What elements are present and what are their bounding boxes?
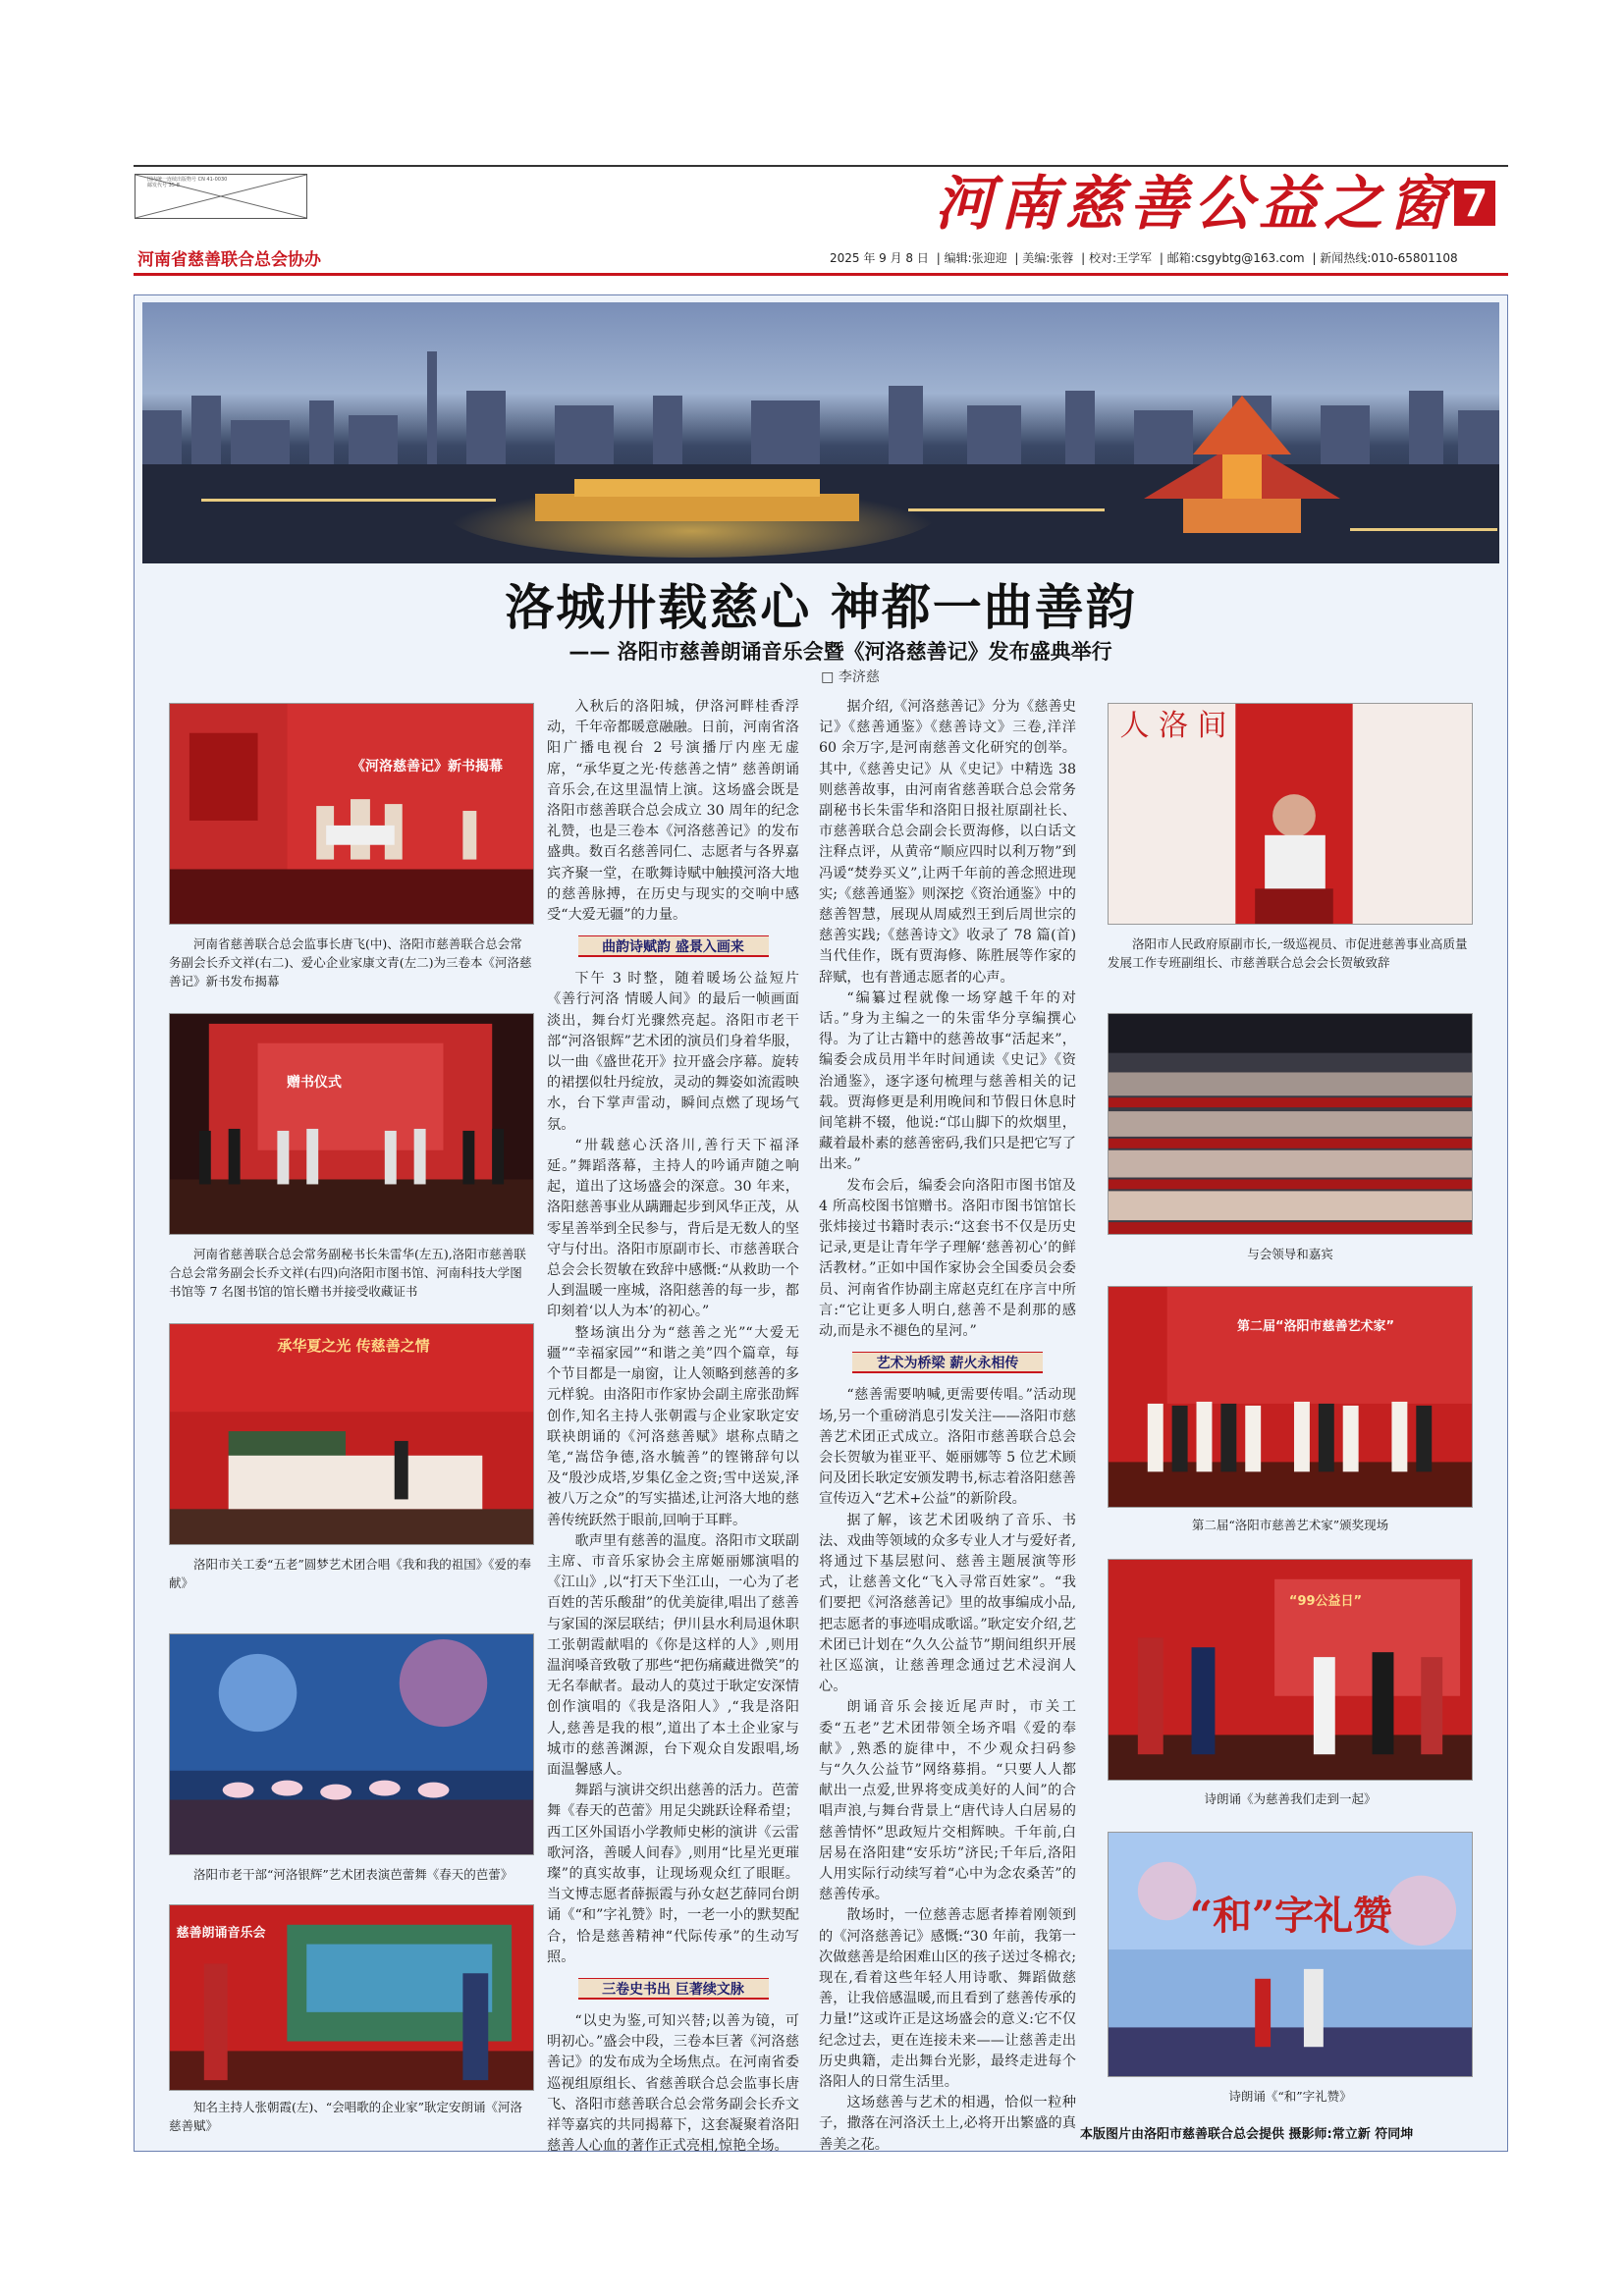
article-column-2: [819, 697, 1076, 2156]
column-2-body: [819, 1385, 1076, 2156]
article-paragraph: 舞蹈与演讲交织出慈善的活力。芭蕾舞《春天的芭蕾》用足尖跳跃诠释希望；西工区外国语小学教师史彬的演讲《云雷歌河洛，善暖人间春》,则用“比星光更璀璨”的真实故事，让现场观众红了眼眶。当文博志愿者薛振霞与孙女赵艺薛同台朗诵《“和”字礼赞》时，一老一小的默契配合，恰是慈善精神“代际传承”的生动写照。: [547, 1783, 799, 1965]
article-paragraph: 据了解，该艺术团吸纳了音乐、书法、戏曲等领域的众多专业人才与爱好者,将通过下基层慰问、慈善主题展演等形式，让慈善文化“飞入寻常百姓家”。“我们要把《河洛慈善记》里的故事编成小品,把志愿者的事迹唱成歌谣。”耿定安介绍,艺术团已计划在“久久公益节”期间组织开展社区巡演，让慈善理念通过艺术浸润人心。: [819, 1512, 1076, 1695]
barcode-text: 国内统一连续出版物号 CN 41-0030 邮发代号 35-8: [147, 177, 228, 188]
issue-info-line: 2025 年 9 月 8 日 | 编辑:张迎迎 | 美编:张蓉 | 校对:王学军 | 邮箱:csgybtg@163.com | 新闻热线:010-65801108: [830, 251, 1458, 265]
photo-caption: 第二届“洛阳市慈善艺术家”颁奖现场: [1191, 1518, 1389, 1532]
article-paragraph: 入秋后的洛阳城，伊洛河畔桂香浮动，千年帝都暖意融融。日前，河南省洛阳广播电视台 2 号演播厅内座无虚席，“承华夏之光·传慈善之情” 慈善朗诵音乐会,在这里温情上演。这场盛会既是洛阳市慈善联合总会成立 30 周年的纪念礼赞，也是三卷本《河洛慈善记》的发布盛典。数百名慈善同仁、志愿者与各界嘉宾齐聚一堂，在歌舞诗赋中触摸河洛大地的慈善脉搏，在历史与现实的交响中感受“大爱无疆”的力量。: [547, 699, 799, 924]
photo-caption: 知名主持人张朝霞(左)、“会唱歌的企业家”耿定安朗诵《河洛慈善赋》: [169, 2100, 523, 2133]
photo-banner-text: 《河洛慈善记》新书揭幕: [352, 759, 503, 774]
photo-ballet: [169, 1633, 534, 1855]
header-top-rule: [134, 165, 1508, 167]
article-byline: □ 李济慈: [821, 669, 880, 685]
photo-banner-text: 赠书仪式: [287, 1075, 342, 1091]
article-column-1: [547, 697, 799, 2157]
column-1-intro: [547, 697, 799, 926]
article-paragraph: “编纂过程就像一场穿越千年的对话。”身为主编之一的朱雷华分享编撰心得。为了让古籍中的慈善故事“活起来”，编委会成员用半年时间通读《史记》《资治通鉴》，逐字逐句梳理与慈善相关的记载。贾海修更是利用晚间和节假日休息时间笔耕不辍，他说:“邙山脚下的炊烟里，藏着最朴素的慈善密码,我们只是把它写了出来。”: [819, 989, 1076, 1173]
photo-banner-text: 第二届“洛阳市慈善艺术家”: [1236, 1319, 1395, 1334]
column-1-body: [547, 969, 799, 1968]
article-paragraph: 朗诵音乐会接近尾声时，市关工委“五老”艺术团带领全场齐唱《爱的奉献》,熟悉的旋律中，不少观众扫码参与“久久公益节”网络募捐。“只要人人都献出一点爱,世界将变成美好的人间”的合唱声浪,与舞台背景上“唐代诗人白居易的慈善情怀”思政短片交相辉映。千年前,白居易在洛阳建“安乐坊”济民;千年后,洛阳人用实际行动续写着“心中为念农桑苦”的慈善传承。: [819, 1699, 1076, 1903]
photo-he-character-tribute: [1108, 1832, 1473, 2077]
organizer-line: 河南省慈善联合总会协办: [137, 250, 321, 270]
photo-audience: [1108, 1013, 1473, 1235]
photo-banner-text: 慈善朗诵音乐会: [176, 1926, 266, 1941]
section-heading-2: 三卷史书出 巨著续文脉: [578, 1978, 769, 2000]
photo-caption: 洛阳市人民政府原副市长,一级巡视员、市促进慈善事业高质量发展工作专班副组长、市慈善联合总会会长贺敏致辞: [1108, 936, 1468, 970]
article-headline: 洛城卅载慈心 神都一曲善韵: [505, 579, 1137, 636]
article-paragraph: 发布会后，编委会向洛阳市图书馆及 4 所高校图书馆赠书。洛阳市图书馆馆长张炜接过书籍时表示:“这套书不仅是历史记录,更是让青年学子理解‘慈善初心’的鲜活教材。”正如中国作家协会全国委员会委员、河南省作协副主席赵克红在序言中所言:“它让更多人明白,慈善不是刹那的感动,而是永不褪色的星河。”: [819, 1177, 1076, 1340]
article-paragraph: “慈善需要呐喊,更需要传唱。”活动现场,另一个重磅消息引发关注——洛阳市慈善艺术团正式成立。洛阳市慈善联合总会会长贺敏为崔亚平、姬丽娜等 5 位艺术顾问及团长耿定安颁发聘书,标志着洛阳慈善宣传迈入“艺术+公益”的新阶段。: [819, 1387, 1076, 1508]
photo-book-donation: [169, 1013, 534, 1235]
photo-banner-text: 承华夏之光 传慈善之情: [277, 1337, 430, 1355]
photo-caption: 与会领导和嘉宾: [1247, 1247, 1333, 1261]
hero-city-night-photo: [142, 302, 1499, 563]
photo-caption: 诗朗诵《“和”字礼赞》: [1228, 2089, 1352, 2104]
article-paragraph: 散场时，一位慈善志愿者捧着刚领到的《河洛慈善记》感慨:“30 年前，我第一次做慈善是给困难山区的孩子送过冬棉衣;现在,看着这些年轻人用诗歌、舞蹈做慈善，让我倍感温暖,而且看到了慈善传承的力量!”这或许正是这场盛会的意义:它不仅纪念过去，更在连接未来——让慈善走出历史典籍，走出舞台光影，最终走进每个洛阳人的日常生活里。: [819, 1907, 1076, 2090]
photo-caption: 河南省慈善联合总会监事长唐飞(中)、洛阳市慈善联合总会常务副会长乔文祥(右二)、爱心企业家康文青(左二)为三卷本《河洛慈善记》新书发布揭幕: [169, 936, 532, 988]
article-paragraph: 这场慈善与艺术的相遇，恰似一粒种子，撒落在河洛沃土上,必将开出繁盛的真善美之花。: [819, 2095, 1076, 2153]
photo-caption: 洛阳市关工委“五老”圆梦艺术团合唱《我和我的祖国》《爱的奉献》: [169, 1557, 532, 1590]
photo-caption: 洛阳市老干部“河洛银辉”艺术团表演芭蕾舞《春天的芭蕾》: [193, 1867, 514, 1882]
photo-choir: [169, 1323, 534, 1545]
article-paragraph: 整场演出分为“慈善之光”“大爱无疆”“幸福家园”“和谐之美”四个篇章，每个节目都是一扇窗，让人领略到慈善的多元样貌。由洛阳市作家协会副主席张劭辉创作,知名主持人张朝霞与企业家耿定安联袂朗诵的《河洛慈善赋》堪称点睛之笔,“嵩岱争德,洛水毓善”的铿锵辞句以及“殷沙成塔,岁集亿金之资;雪中送炭,泽被八万之众”的写实描述,让河洛大地的慈善传统跃然于眼前,回响于耳畔。: [547, 1324, 799, 1528]
masthead-title: 河南慈善公益之窗: [935, 170, 1453, 239]
article-subheadline: —— 洛阳市慈善朗诵音乐会暨《河洛慈善记》发布盛典举行: [568, 640, 1112, 664]
page-number-badge: 7: [1454, 181, 1495, 226]
section-heading-1: 曲韵诗赋韵 盛景入画来: [578, 935, 769, 957]
photo-book-unveiling: [169, 703, 534, 925]
header-bottom-rule: [134, 273, 1508, 276]
photo-banner-text: “和”字礼赞: [1189, 1893, 1392, 1939]
column-2-intro: [819, 697, 1076, 1342]
article-paragraph: “以史为鉴,可知兴替;以善为镜，可明初心。”盛会中段，三卷本巨著《河洛慈善记》的发布成为全场焦点。在河南省委巡视组原组长、省慈善联合总会监事长唐飞、洛阳市慈善联合总会常务副会长乔文祥等嘉宾的共同揭幕下，这套凝聚着洛阳慈善人心血的著作正式亮相,惊艳全场。: [547, 2012, 799, 2155]
article-paragraph: 歌声里有慈善的温度。洛阳市文联副主席、市音乐家协会主席姬丽娜演唱的《江山》,以“打天下坐江山，一心为了老百姓的苦乐酸甜”的优美旋律,唱出了慈善与家国的深层联结；伊川县水利局退休职工张朝霞献唱的《你是这样的人》,则用温润嗓音致敬了那些“把伤痛藏进微笑”的无名奉献者。最动人的莫过于耿定安深情创作演唱的《我是洛阳人》,“我是洛阳人,慈善是我的根”,道出了本土企业家与城市的慈善渊源，台下观众自发跟唱,场面温馨感人。: [547, 1532, 799, 1778]
proofreader-credit: 校对:王学军: [1089, 251, 1153, 265]
designer-credit: 美编:张蓉: [1022, 251, 1074, 265]
issue-date: 2025 年 9 月 8 日: [830, 251, 929, 265]
article-paragraph: 下午 3 时整，随着暖场公益短片《善行河洛 情暖人间》的最后一帧画面淡出，舞台灯光骤然亮起。洛阳市老干部“河洛银辉”艺术团的演员们身着华服，以一曲《盛世花开》拉开盛会序幕。旋转的裙摆似牡丹绽放，灵动的舞姿如流霞映水，台下掌声雷动，瞬间点燃了现场气氛。: [547, 971, 799, 1133]
photo-banner-text: “99公益日”: [1288, 1594, 1363, 1609]
article-paragraph: 据介绍,《河洛慈善记》分为《慈善史记》《慈善通鉴》《慈善诗文》三卷,洋洋 60 余万字,是河南慈善文化研究的创举。其中,《慈善史记》从《史记》中精选 38 则慈善故事，由河南省慈善联合总会常务副秘书长朱雷华和洛阳日报社原副社长、市慈善联合总会副会长贾海修，以白话文注释点评，从黄帝“顺应四时以利万物”到冯谖“焚券买义”,让两千年前的善念照进现实;《慈善通鉴》则深挖《资治通鉴》中的慈善智慧，展现从周威烈王到后周世宗的慈善实践;《慈善诗文》收录了 78 篇(首)当代佳作，既有贾海修、陈胜展等作家的辞赋，也有普通志愿者的心声。: [819, 699, 1076, 986]
column-1-tail: [547, 2011, 799, 2157]
section-heading-3: 艺术为桥梁 薪火永相传: [852, 1352, 1043, 1373]
email-link[interactable]: 邮箱:csgybtg@163.com: [1166, 251, 1305, 265]
photo-caption: 诗朗诵《为慈善我们走到一起》: [1204, 1791, 1377, 1806]
article-paragraph: “卅载慈心沃洛川,善行天下福泽延。”舞蹈落幕，主持人的吟诵声随之响起，道出了这场盛会的深意。30 年来，洛阳慈善事业从蹒跚起步到风华正茂，从零星善举到全民参与，背后是无数人的坚守与付出。洛阳市原副市长、市慈善联合总会会长贺敏在致辞中感慨:“从救助一个人到温暖一座城，洛阳慈善的每一步，都印刻着‘以人为本’的初心。”: [547, 1137, 799, 1320]
photo-caption: 河南省慈善联合总会常务副秘书长朱雷华(左五),洛阳市慈善联合总会常务副会长乔文祥(右四)向洛阳市图书馆、河南科技大学图书馆等 7 名图书馆的馆长赠书并接受收藏证书: [169, 1247, 526, 1299]
editor-credit: 编辑:张迎迎: [944, 251, 1007, 265]
photo-credit: 本版图片由洛阳市慈善联合总会提供 摄影师:常立新 符同坤: [1080, 2127, 1414, 2142]
hotline: 新闻热线:010-65801108: [1320, 251, 1458, 265]
photo-banner-text: 人 洛 间: [1119, 709, 1227, 743]
